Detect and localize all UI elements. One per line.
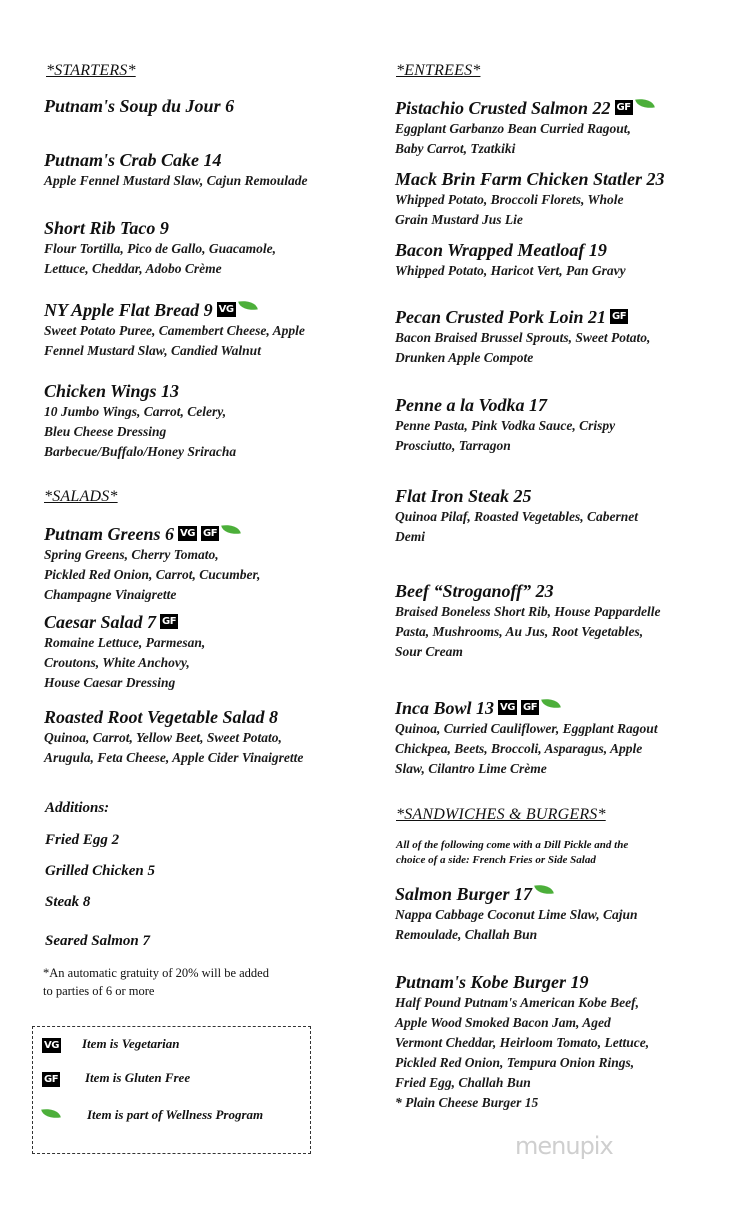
leaf-icon bbox=[41, 1107, 61, 1121]
menu-item-description: Drunken Apple Compote bbox=[395, 350, 534, 365]
gluten-free-badge-icon: GF bbox=[616, 102, 631, 113]
menu-item bbox=[395, 971, 725, 1113]
leaf-icon bbox=[221, 523, 241, 537]
gratuity-line: *An automatic gratuity of 20% will be added bbox=[43, 966, 269, 980]
menu-item-description: Prosciutto, Tarragon bbox=[395, 438, 511, 453]
vegetarian-badge-icon: VG bbox=[44, 1040, 59, 1051]
legend-label: Item is Vegetarian bbox=[82, 1036, 180, 1051]
menu-item bbox=[44, 299, 374, 361]
menu-item bbox=[395, 239, 725, 281]
menu-item-title bbox=[395, 883, 725, 905]
menu-item-description: Romaine Lettuce, Parmesan, bbox=[44, 635, 206, 650]
menu-item-description: Whipped Potato, Broccoli Florets, Whole bbox=[395, 192, 624, 207]
menu-item-name: Putnam's Crab Cake 14 bbox=[44, 150, 222, 170]
menu-item-name: Flat Iron Steak 25 bbox=[395, 486, 532, 506]
menu-item-name: NY Apple Flat Bread 9 bbox=[44, 300, 213, 320]
legend-gluten-free bbox=[42, 1070, 191, 1087]
menu-item-description: Quinoa, Curried Cauliflower, Eggplant Ragout bbox=[395, 721, 658, 736]
menu-item-description: Pickled Red Onion, Tempura Onion Rings, bbox=[395, 1055, 635, 1070]
menu-item-description: Apple Fennel Mustard Slaw, Cajun Remoulade bbox=[44, 173, 308, 188]
menu-item-description: Chickpea, Beets, Broccoli, Asparagus, Apple bbox=[395, 741, 643, 756]
menu-item-title bbox=[44, 217, 374, 239]
menu-item-description: Half Pound Putnam's American Kobe Beef, bbox=[395, 995, 640, 1010]
menu-item-name: Inca Bowl 13 bbox=[395, 698, 495, 718]
menu-item-title bbox=[44, 706, 374, 728]
menu-item bbox=[44, 523, 374, 605]
vegetarian-badge-icon: VG bbox=[180, 528, 195, 539]
menu-item bbox=[395, 883, 725, 945]
menu-item-description: Bacon Braised Brussel Sprouts, Sweet Potato, bbox=[395, 330, 651, 345]
note-line: choice of a side: French Fries or Side Salad bbox=[396, 854, 596, 866]
starters-header: *STARTERS* bbox=[46, 62, 136, 79]
addition-item: Grilled Chicken 5 bbox=[45, 863, 156, 879]
menu-item-description: Apple Wood Smoked Bacon Jam, Aged bbox=[395, 1015, 611, 1030]
menu-item-description: Vermont Cheddar, Heirloom Tomato, Lettuce, bbox=[395, 1035, 650, 1050]
menu-item-description: Champagne Vinaigrette bbox=[44, 587, 177, 602]
salads-header: *SALADS* bbox=[44, 488, 118, 505]
menu-item-title bbox=[44, 380, 374, 402]
menu-item bbox=[395, 394, 725, 456]
menu-item-name: Putnam's Soup du Jour 6 bbox=[44, 96, 235, 116]
menu-item-title bbox=[395, 168, 725, 190]
menu-item-name: Roasted Root Vegetable Salad 8 bbox=[44, 707, 278, 727]
menu-item bbox=[44, 706, 374, 768]
menu-item-description: Quinoa Pilaf, Roasted Vegetables, Cabernet bbox=[395, 509, 638, 524]
addition-item: Steak 8 bbox=[45, 894, 91, 910]
note-line: All of the following come with a Dill Pickle and the bbox=[396, 839, 629, 851]
menu-item bbox=[395, 580, 725, 662]
menu-item-title bbox=[395, 697, 725, 719]
menu-item-description: Slaw, Cilantro Lime Crème bbox=[395, 761, 547, 776]
sandwiches-header: *SANDWICHES & BURGERS* bbox=[396, 806, 606, 823]
menu-item-description: Fried Egg, Challah Bun bbox=[395, 1075, 531, 1090]
leaf-icon bbox=[238, 299, 258, 313]
menu-item-name: Beef “Stroganoff” 23 bbox=[395, 581, 554, 601]
gluten-free-badge-icon: GF bbox=[162, 616, 177, 627]
menu-item-description: Remoulade, Challah Bun bbox=[395, 927, 538, 942]
menu-item-description: * Plain Cheese Burger 15 bbox=[395, 1095, 539, 1110]
menu-item bbox=[44, 217, 374, 279]
menu-item-description: Pickled Red Onion, Carrot, Cucumber, bbox=[44, 567, 261, 582]
menupix-watermark: menupix bbox=[515, 1132, 613, 1160]
menu-item-description: Nappa Cabbage Coconut Lime Slaw, Cajun bbox=[395, 907, 638, 922]
legend-label: Item is part of Wellness Program bbox=[87, 1107, 264, 1122]
menu-item-description: Croutons, White Anchovy, bbox=[44, 655, 190, 670]
sandwiches-note bbox=[396, 838, 628, 868]
entrees-header: *ENTREES* bbox=[396, 62, 481, 79]
menu-item bbox=[395, 97, 725, 159]
menu-item-description: Spring Greens, Cherry Tomato, bbox=[44, 547, 219, 562]
additions-label: Additions: bbox=[45, 800, 110, 816]
menu-item-description: Penne Pasta, Pink Vodka Sauce, Crispy bbox=[395, 418, 616, 433]
menu-item-title bbox=[44, 611, 374, 633]
legend-box bbox=[32, 1026, 311, 1154]
legend-vegetarian bbox=[42, 1036, 180, 1053]
menu-item-title bbox=[395, 97, 725, 119]
legend-label: Item is Gluten Free bbox=[85, 1070, 191, 1085]
menu-item-name: Mack Brin Farm Chicken Statler 23 bbox=[395, 169, 665, 189]
menu-item-title bbox=[44, 149, 374, 171]
menu-item bbox=[395, 306, 725, 368]
addition-item: Fried Egg 2 bbox=[45, 832, 120, 848]
menu-item-description: Baby Carrot, Tzatkiki bbox=[395, 141, 516, 156]
menu-item bbox=[395, 485, 725, 547]
gluten-free-badge-icon: GF bbox=[612, 311, 627, 322]
menu-item-name: Caesar Salad 7 bbox=[44, 612, 157, 632]
menu-item-title bbox=[395, 239, 725, 261]
menu-item-name: Penne a la Vodka 17 bbox=[395, 395, 548, 415]
menu-item-description: Braised Boneless Short Rib, House Pappardelle bbox=[395, 604, 661, 619]
menu-item-description: Arugula, Feta Cheese, Apple Cider Vinaigrette bbox=[44, 750, 304, 765]
menu-item-name: Bacon Wrapped Meatloaf 19 bbox=[395, 240, 607, 260]
menu-item-description: Demi bbox=[395, 529, 425, 544]
leaf-icon bbox=[534, 883, 554, 897]
menu-item-description: Lettuce, Cheddar, Adobo Crème bbox=[44, 261, 222, 276]
menu-item-title bbox=[395, 394, 725, 416]
menu-item-title bbox=[395, 485, 725, 507]
menu-item-description: Sour Cream bbox=[395, 644, 463, 659]
menu-item-description: 10 Jumbo Wings, Carrot, Celery, bbox=[44, 404, 227, 419]
menu-item-title bbox=[395, 580, 725, 602]
vegetarian-badge-icon: VG bbox=[500, 702, 515, 713]
menu-item-description: Sweet Potato Puree, Camembert Cheese, Apple bbox=[44, 323, 305, 338]
menu-item bbox=[44, 149, 374, 191]
menu-item-description: Flour Tortilla, Pico de Gallo, Guacamole, bbox=[44, 241, 277, 256]
menu-item-description: Barbecue/Buffalo/Honey Sriracha bbox=[44, 444, 237, 459]
menu-item-name: Pistachio Crusted Salmon 22 bbox=[395, 98, 611, 118]
gratuity-note bbox=[43, 964, 269, 1000]
menu-item-name: Chicken Wings 13 bbox=[44, 381, 180, 401]
menu-item-name: Pecan Crusted Pork Loin 21 bbox=[395, 307, 607, 327]
menu-item bbox=[44, 611, 374, 693]
menu-item-description: Quinoa, Carrot, Yellow Beet, Sweet Potato, bbox=[44, 730, 282, 745]
menu-item-name: Short Rib Taco 9 bbox=[44, 218, 169, 238]
gluten-free-badge-icon: GF bbox=[522, 702, 538, 713]
menu-item-description: Grain Mustard Jus Lie bbox=[395, 212, 523, 227]
menu-item-name: Salmon Burger 17 bbox=[395, 884, 533, 904]
vegetarian-badge-icon: VG bbox=[218, 304, 234, 315]
gluten-free-badge-icon: GF bbox=[202, 528, 218, 539]
menu-item bbox=[395, 168, 725, 230]
leaf-icon bbox=[635, 97, 655, 111]
legend-wellness bbox=[42, 1107, 264, 1123]
menu-item-title bbox=[44, 95, 374, 117]
menu-item-name: Putnam's Kobe Burger 19 bbox=[395, 972, 589, 992]
menu-item-description: House Caesar Dressing bbox=[44, 675, 176, 690]
gratuity-line: to parties of 6 or more bbox=[43, 984, 155, 998]
menu-item-description: Fennel Mustard Slaw, Candied Walnut bbox=[44, 343, 261, 358]
menu-item-description: Whipped Potato, Haricot Vert, Pan Gravy bbox=[395, 263, 626, 278]
menu-item-title bbox=[44, 523, 374, 545]
menu-item-description: Eggplant Garbanzo Bean Curried Ragout, bbox=[395, 121, 631, 136]
menu-item bbox=[44, 95, 374, 117]
menu-item-title bbox=[395, 306, 725, 328]
menu-item-description: Bleu Cheese Dressing bbox=[44, 424, 167, 439]
menu-item-description: Pasta, Mushrooms, Au Jus, Root Vegetables, bbox=[395, 624, 644, 639]
leaf-icon bbox=[541, 697, 561, 711]
menu-item-title bbox=[44, 299, 374, 321]
menu-item-name: Putnam Greens 6 bbox=[44, 524, 175, 544]
addition-item: Seared Salmon 7 bbox=[45, 933, 151, 949]
menu-item bbox=[395, 697, 725, 779]
menu-item-title bbox=[395, 971, 725, 993]
menu-item bbox=[44, 380, 374, 462]
gluten-free-badge-icon: GF bbox=[44, 1074, 59, 1085]
